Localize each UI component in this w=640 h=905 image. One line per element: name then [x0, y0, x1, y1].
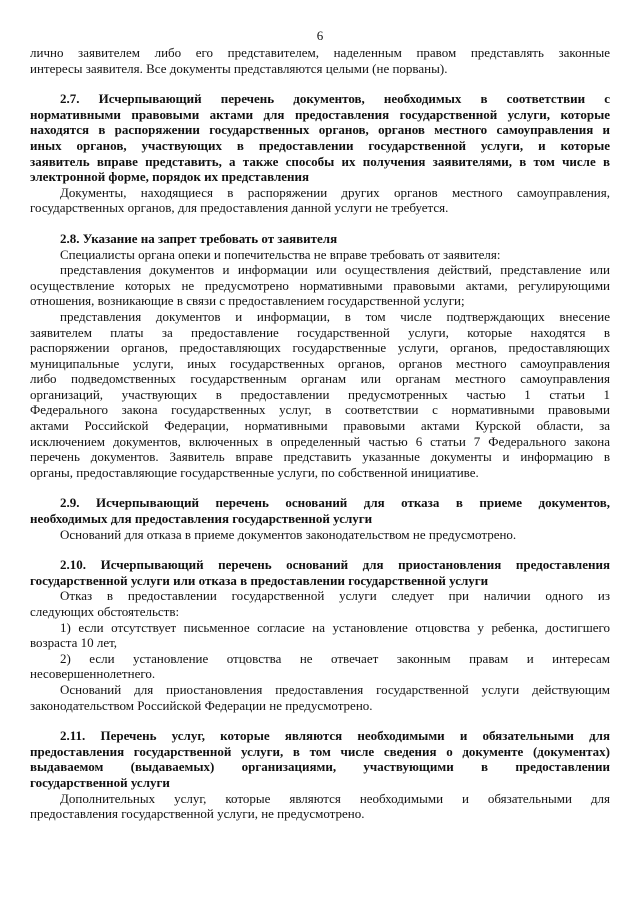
section-2-9-heading: [30, 495, 610, 526]
section-2-11-heading: [30, 728, 610, 790]
section-2-9: [30, 495, 610, 542]
section-2-10-paragraph: [30, 588, 610, 619]
text-line: исключением документов, включенных в определенный частью 6 статьи 7 Федерального закона: [30, 433, 610, 449]
section-2-10-paragraph: [30, 682, 610, 713]
section-2-10-heading: [30, 557, 610, 588]
text-line: распоряжении органов, предоставляющих государственные услуги, органов, предоставляющих: [30, 340, 610, 356]
text-line: государственных органов, для предоставления данной услуги не требуется.: [30, 200, 449, 216]
text-line: представления документов и информации или осуществления действий, представление или: [60, 262, 610, 278]
text-line: лично заявителем либо его представителем, наделенным правом представлять законные: [30, 45, 610, 60]
heading-line: находятся в распоряжении государственных органов, органов местного самоуправления и: [30, 122, 610, 138]
heading-line: 2.10. Исчерпывающий перечень оснований для приостановления предоставления: [60, 557, 610, 573]
text-line: перечень документов. Заявитель вправе представить указанные документы и информацию в: [30, 449, 610, 465]
heading-line: выдаваемом (выдаваемых) организациями, участвующими в предоставлении: [30, 759, 610, 775]
text-line: либо подведомственных государственным органам или органам местного самоуправления: [30, 371, 610, 387]
text-line: Оснований для приостановления предоставления государственной услуги действующим: [60, 681, 610, 697]
text-line: отношения, возникающие в связи с предоставлением государственной услуги;: [30, 293, 465, 309]
section-2-9-body: [30, 527, 610, 543]
heading-line: 2.7. Исчерпывающий перечень документов, необходимых в соответствии с: [60, 91, 610, 107]
text-line: Отказ в предоставлении государственной услуги следует при наличии одного из: [60, 588, 610, 604]
heading-line: государственной услуги: [30, 774, 170, 790]
heading-line: необходимых для предоставления государственной услуги: [30, 511, 373, 527]
heading-line: 2.9. Исчерпывающий перечень оснований для отказа в приеме документов,: [60, 495, 610, 511]
section-2-11: [30, 728, 610, 822]
text-line: Специалисты органа опеки и попечительства не вправе требовать от заявителя:: [60, 246, 501, 262]
text-line: 1) если отсутствует письменное согласие на установление отцовства у ребенка, достигшего: [60, 619, 610, 635]
text-line: Дополнительных услуг, которые являются необходимыми и обязательными для: [60, 790, 610, 806]
section-2-7-heading: [30, 91, 610, 185]
text-line: муниципальные услуги, иных государственных органов, органов местного самоуправления: [30, 355, 610, 371]
text-line: заявителем платы за предоставление государственной услуги, которые находятся в: [30, 324, 610, 340]
intro-paragraph: [30, 45, 610, 76]
section-2-11-body: [30, 791, 610, 822]
section-2-10-paragraph: [30, 620, 610, 651]
section-2-10: [30, 557, 610, 713]
section-2-8: [30, 231, 610, 481]
text-line: Документы, находящиеся в распоряжении других органов местного самоуправления,: [60, 184, 610, 200]
document-content: [30, 45, 610, 822]
heading-line: 2.11. Перечень услуг, которые являются необходимыми и обязательными для: [60, 728, 610, 744]
page-number: 6: [316, 28, 324, 43]
text-line: актами Российской Федерации, нормативными правовыми актами Курской области, за: [30, 418, 610, 434]
text-line: представления документов и информации, в том числе подтверждающих внесение: [60, 308, 610, 324]
text-line: 2) если установление отцовства не отвечает законным правам и интересам: [60, 650, 610, 666]
section-2-8-heading: [30, 231, 610, 247]
heading-line: иных органов, участвующих в предоставлении государственной услуги, и которые: [30, 137, 610, 153]
text-line: предоставления государственной услуги, не предусмотрено.: [30, 806, 365, 822]
section-2-8-paragraph: [30, 309, 610, 481]
section-2-10-paragraph: [30, 651, 610, 682]
section-2-7-body: [30, 185, 610, 216]
heading-line: нормативными правовыми актами для предоставления государственной услуги, которые: [30, 106, 610, 122]
text-line: следующих обстоятельств:: [30, 604, 180, 619]
text-line: Оснований для отказа в приеме документов законодательством не предусмотрено.: [60, 526, 517, 542]
heading-line: 2.8. Указание на запрет требовать от заявителя: [60, 230, 338, 246]
text-line: осуществление которых не предусмотрено нормативными правовыми актами, регулирующими: [30, 277, 610, 293]
text-line: несовершеннолетнего.: [30, 666, 156, 682]
heading-line: государственной услуги или отказа в предоставлении государственной услуги: [30, 572, 489, 588]
heading-line: предоставления государственной услуги, в том числе сведения о документе (документах): [30, 743, 610, 759]
text-line: органы, предоставляющие государственные услуги, по собственной инициативе.: [30, 464, 479, 480]
heading-line: заявитель вправе представить, а также способы их получения заявителями, в том числе в: [30, 153, 610, 169]
section-2-8-paragraph: [30, 247, 610, 263]
text-line: интересы заявителя. Все документы представляются целыми (не порваны).: [30, 60, 448, 76]
text-line: возраста 10 лет,: [30, 635, 118, 651]
text-line: Федерального закона государственных услуг, в соответствии с нормативными правовыми: [30, 402, 610, 418]
text-line: законодательством Российской Федерации не предусмотрено.: [30, 697, 373, 713]
section-2-8-paragraph: [30, 262, 610, 309]
text-line: организаций, участвующих в предоставлении предусмотренных частью 1 статьи 1: [30, 386, 610, 402]
heading-line: электронной форме, порядок их представления: [30, 169, 310, 185]
section-2-7: [30, 91, 610, 216]
